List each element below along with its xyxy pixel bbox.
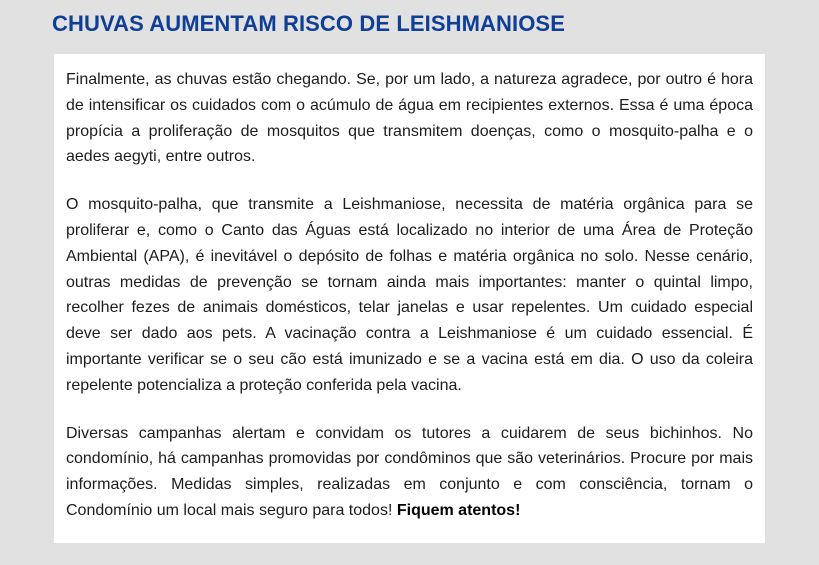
article-paragraph-prevention: O mosquito-palha, que transmite a Leishmaniose, necessita de matéria orgânica para se proliferar e, como o Canto das Águas está localizado no interior de uma Área de Proteção Ambiental (APA), é inevitável o depósito de folhas e matéria orgânica no solo. Nesse cenário, outras medidas de prevenção se tornam ainda mais importantes: manter o quintal limpo, recolher fezes de animais domésticos, telar janelas e usar repelentes. Um cuidado especial deve ser dado aos pets. A vacinação contra a Leishmaniose é um cuidado essencial. É importante verificar se o seu cão está imunizado e se a vacina está em dia. O uso da coleira repelente potencializa a proteção conferida pela vacina. (66, 196, 753, 394)
article-body-card (54, 54, 765, 543)
article-paragraph-intro: Finalmente, as chuvas estão chegando. Se, por um lado, a natureza agradece, por outro é hora de intensificar os cuidados com o acúmulo de água em recipientes externos. Essa é uma época propícia a proliferação de mosquitos que transmitem doenças, como o mosquito-palha e o aedes aegyti, entre outros. (66, 71, 753, 166)
article-title: CHUVAS AUMENTAM RISCO DE LEISHMANIOSE (52, 11, 565, 36)
article-paragraph-campaigns (66, 421, 753, 524)
closing-emphasis: Fiquem atentos! (396, 501, 521, 519)
article-paragraph-campaigns-text: Diversas campanhas alertam e convidam os tutores a cuidarem de seus bichinhos. No condomínio, há campanhas promovidas por condôminos que são veterinários. Procure por mais informações. Medidas simples, realizadas em conjunto e com consciência, tornam o Condomínio um local mais seguro para todos! (66, 424, 753, 519)
